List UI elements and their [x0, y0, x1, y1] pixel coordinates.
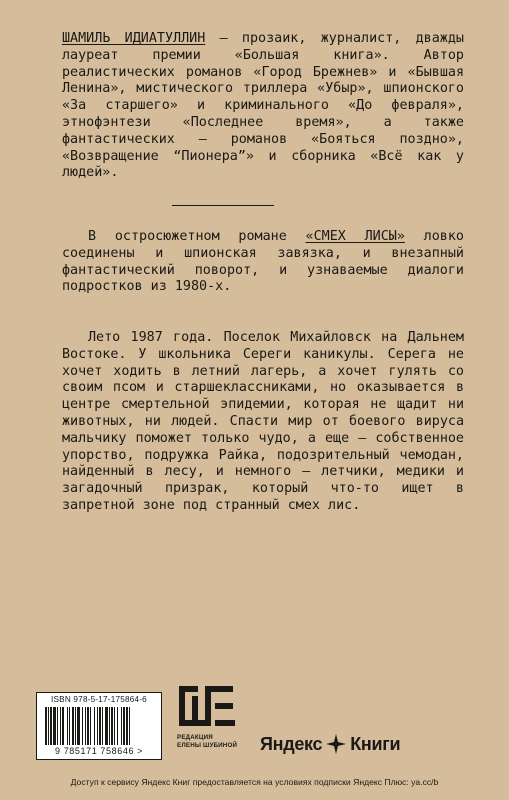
publisher-mark-icon — [179, 686, 235, 730]
synopsis — [62, 330, 464, 515]
yandex-books-logo — [260, 732, 400, 756]
section-divider — [172, 205, 274, 206]
book-intro — [62, 229, 464, 296]
barcode-digits: 9 785171 758646 > — [54, 746, 144, 756]
book-intro-before: В остросюжетном романе — [88, 229, 306, 244]
publisher-logo — [177, 686, 237, 758]
author-bio — [62, 31, 464, 182]
book-title: «СМЕХ ЛИСЫ» — [305, 229, 405, 244]
publisher-name-line2: ЕЛЕНЫ ШУБИНОЙ — [177, 742, 238, 749]
author-bio-text: — прозаик, журналист, дважды лауреат премии «Большая книга». Автор реалистических романов «Город Брежнев» и «Бывшая Ленина», мистического триллера «Убыр», шпионского «За старшего» и криминального «До февраля», этнофэнтези «Последнее время», а также фантастических — романов «Бояться поздно», «Возвращение “Пионера”» и сборника «Всё как у людей». — [62, 31, 464, 181]
isbn-text: ISBN 978-5-17-175864-6 — [51, 695, 147, 704]
subscription-notice: Доступ к сервису Яндекс Книг предоставляется на условиях подписки Яндекс Плюс: ya.cc/b — [70, 777, 439, 787]
author-name: ШАМИЛЬ ИДИАТУЛЛИН — [62, 31, 206, 46]
book-intro-after: ловко соединены и шпионская завязка, и внезапный фантастический поворот, и узнаваемые диалоги подростков из 1980-х. — [62, 229, 464, 295]
books-word: Книги — [350, 733, 401, 754]
yandex-word: Яндекс — [260, 733, 323, 754]
publisher-name-line1: РЕДАКЦИЯ — [177, 734, 213, 741]
barcode-bars — [45, 707, 153, 745]
yandex-star-icon — [326, 734, 346, 754]
synopsis-text: Лето 1987 года. Поселок Михайловск на Дальнем Востоке. У школьника Сереги каникулы. Серега не хочет ходить в летний лагерь, а хочет гулять со своим псом и старшеклассниками, но оказывается в центре смертельной эпидемии, которая не щадит ни животных, ни людей. Спасти мир от боевого вируса мальчику поможет только чудо, а еще — собственное упорство, подружка Райка, подозрительный чемодан, найденный в лесу, и немного — летчики, медики и загадочный призрак, который что-то ищет в запретной зоне под странный смех лис. — [62, 330, 464, 513]
barcode — [36, 692, 162, 760]
